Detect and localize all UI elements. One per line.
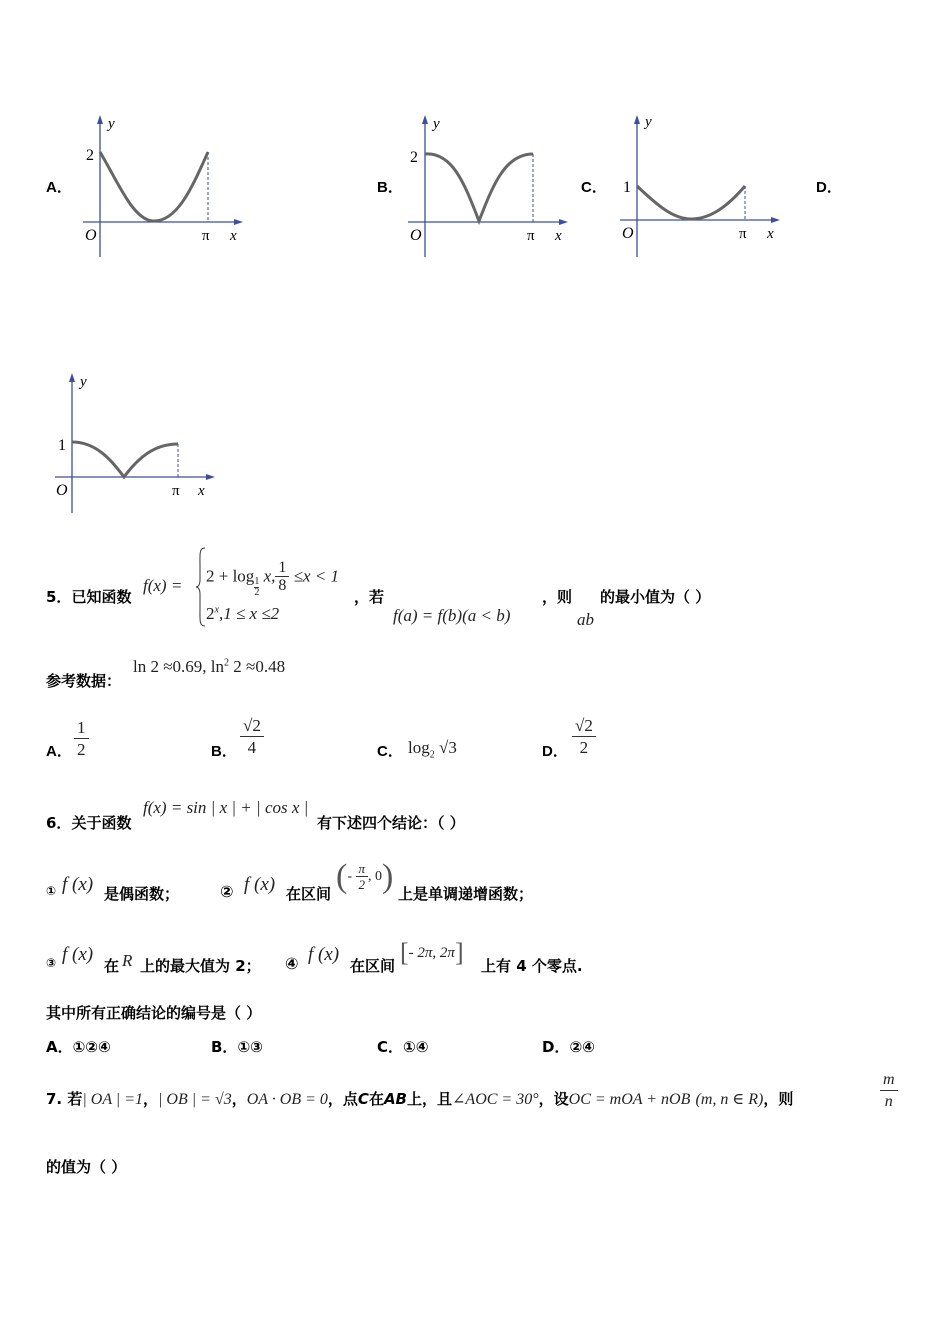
- x-label: x: [555, 228, 562, 244]
- q5-stem-d: 的最小值为（ ）: [600, 588, 711, 606]
- y-tick: 1: [623, 179, 631, 196]
- q7-line-2: 的值为（ ）: [46, 1158, 127, 1176]
- pi-label: π: [527, 228, 535, 244]
- q6-option-d[interactable]: D．②④: [542, 1038, 595, 1056]
- q5-option-c-label[interactable]: C．: [377, 743, 403, 760]
- q6-option-a[interactable]: A．①②④: [46, 1038, 111, 1056]
- c1-mark: ①: [46, 884, 57, 898]
- origin-label: O: [622, 225, 634, 242]
- q7-line-1: 7. 若| OA | =1，| OB | = √3，OA · OB = 0，点C在AB上，且∠AOC = 30°，设OC = mOA + nOB (m, n ∈ R)，则: [46, 1090, 794, 1108]
- q5-ref-data: ln 2 ≈0.69, $\ln^2 2 \approx 0.48$: [133, 657, 286, 676]
- q6-option-c[interactable]: C．①④: [377, 1038, 429, 1056]
- q6-option-b[interactable]: B．①③: [211, 1038, 263, 1056]
- c2-fx: f (x): [244, 874, 276, 895]
- option-a-label: A．: [46, 179, 72, 196]
- c3-text-b: 上的最大值为 2；: [140, 957, 261, 975]
- c3-text-a: 在: [104, 957, 120, 975]
- origin-label: O: [56, 482, 68, 499]
- q6-number: 6．关于函数: [46, 814, 132, 832]
- q7-fraction: $\frac{m}{n}$: [880, 1070, 898, 1113]
- y-label: y: [645, 114, 652, 130]
- q6-fx: f(x) = sin | x | + | cos x |: [143, 798, 309, 817]
- c3-mark: ③: [46, 956, 57, 970]
- c1-text: 是偶函数；: [104, 885, 180, 903]
- y-tick: 2: [86, 147, 94, 164]
- graph-b: [403, 110, 573, 260]
- graph-a: [78, 110, 248, 260]
- c3-R: R: [122, 951, 133, 970]
- y-label: y: [108, 116, 115, 132]
- x-label: x: [198, 483, 205, 499]
- q5-fx: f(x) =: [143, 576, 183, 595]
- graph-c: [615, 110, 785, 260]
- y-tick: 2: [410, 149, 418, 166]
- pi-label: π: [739, 226, 747, 242]
- q5-number: 5．已知函数: [46, 588, 132, 606]
- curve: [637, 186, 745, 219]
- c4-fx: f (x): [308, 944, 340, 965]
- curve: [425, 154, 533, 221]
- origin-label: O: [410, 227, 422, 244]
- c2-text-a: 在区间: [286, 885, 332, 903]
- q5-option-b-value: $\frac{√2}{4}$: [240, 716, 264, 759]
- curve: [72, 442, 178, 477]
- c3-fx: f (x): [62, 944, 94, 965]
- c2-interval: (- $\frac{\pi}{2}$ , 0): [336, 858, 394, 895]
- q5-option-c-value: $\log_2 √3$: [408, 738, 457, 761]
- q5-piece-2: $2^x,1 \le x \le 2$: [206, 604, 280, 623]
- option-b-label: B．: [377, 179, 403, 196]
- q5-option-a-value: $\frac{1}{2}$: [74, 718, 89, 761]
- pi-label: π: [172, 483, 180, 499]
- x-label: x: [230, 228, 237, 244]
- q5-stem-c: ，则: [542, 588, 573, 606]
- c4-text-a: 在区间: [350, 957, 396, 975]
- q5-condition: f(a) = f(b)(a < b): [393, 606, 511, 625]
- q5-option-d-value: $\frac{√2}{2}$: [572, 716, 596, 759]
- y-label: y: [80, 374, 87, 390]
- q5-piece-1: 2 + log $\frac{1}{2}$ x, $\frac{1}{8}$ ≤x < 1: [206, 559, 339, 599]
- y-tick: 1: [58, 437, 66, 454]
- q6-stem-b: 有下述四个结论：（ ）: [317, 814, 465, 832]
- origin-label: O: [85, 227, 97, 244]
- q5-option-a-label[interactable]: A．: [46, 743, 72, 760]
- y-label: y: [433, 116, 440, 132]
- option-d-label: D．: [816, 179, 842, 196]
- c4-mark: ④: [285, 954, 299, 973]
- x-label: x: [767, 226, 774, 242]
- c1-fx: f (x): [62, 874, 94, 895]
- q5-option-b-label[interactable]: B．: [211, 743, 237, 760]
- q5-option-d-label[interactable]: D．: [542, 743, 568, 760]
- q6-ask: 其中所有正确结论的编号是（ ）: [46, 1004, 262, 1022]
- c4-text-b: 上有 4 个零点.: [481, 957, 583, 975]
- c2-mark: ②: [220, 882, 234, 901]
- c2-text-b: 上是单调递增函数；: [398, 885, 534, 903]
- graph-d: [50, 368, 220, 518]
- q5-ref-label: 参考数据：: [46, 672, 122, 690]
- c4-interval: [- 2π, 2π]: [400, 938, 464, 967]
- q5-ab: ab: [577, 610, 594, 629]
- option-c-label: C．: [581, 179, 607, 196]
- curve: [100, 152, 208, 221]
- pi-label: π: [202, 228, 210, 244]
- q5-stem-b: ，若: [354, 588, 385, 606]
